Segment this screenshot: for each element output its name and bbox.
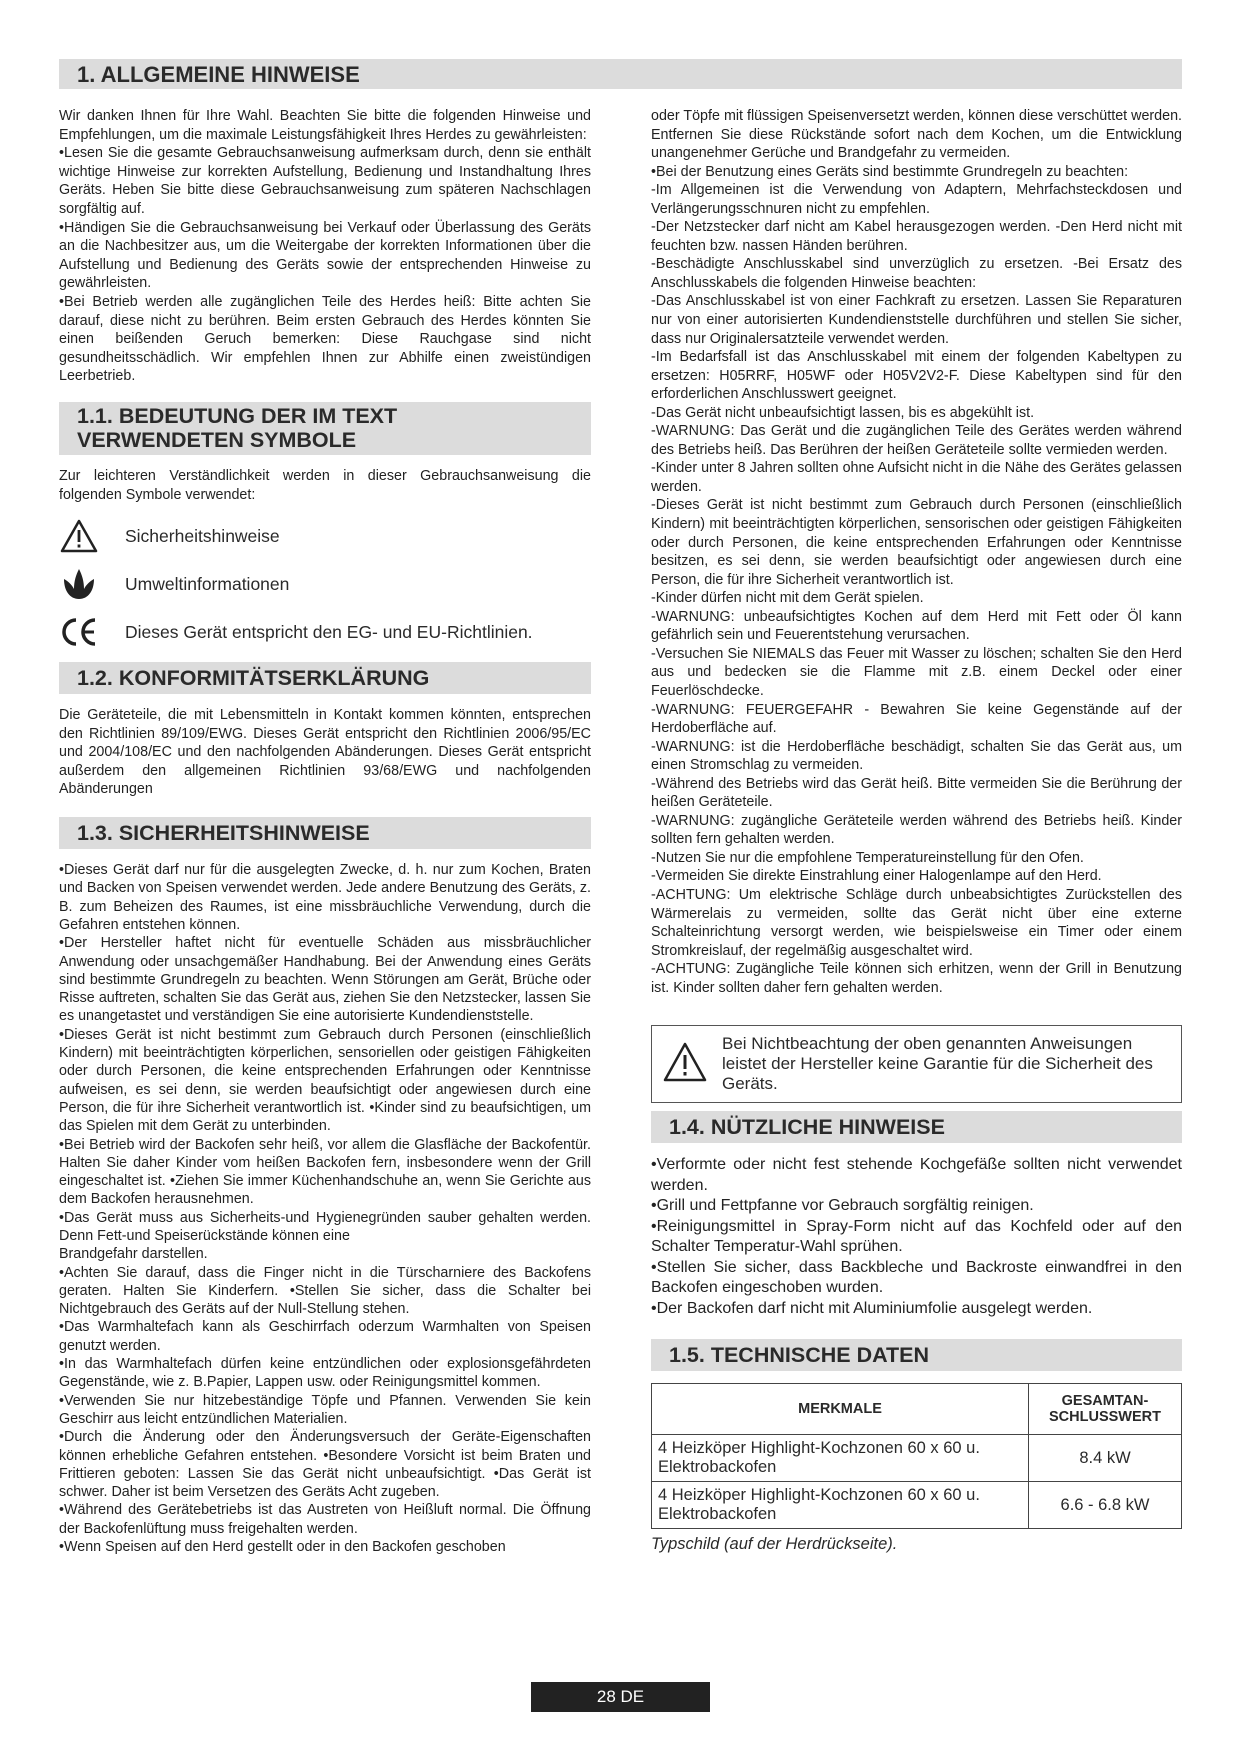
symbols-intro: Zur leichteren Verständlichkeit werden in dieser Gebrauchsanweisung die folgenden Symbole verwendet: bbox=[59, 467, 591, 503]
hint-item: •Reinigungsmittel in Spray-Form nicht auf das Kochfeld oder auf den Schalter Temperatur-Wahl sprühen. bbox=[651, 1217, 1182, 1256]
hint-item: •Der Backofen darf nicht mit Aluminiumfolie ausgelegt werden. bbox=[651, 1299, 1093, 1317]
safety-paragraph: -Der Netzstecker darf nicht am Kabel herausgezogen werden. -Den Herd nicht mit feuchten bzw. nassen Händen berühren. bbox=[651, 219, 1182, 254]
hint-item: •Stellen Sie sicher, dass Backbleche und Backroste einwandfrei in den Backofen eingeschoben wurden. bbox=[651, 1258, 1182, 1297]
safety-paragraph: -WARNUNG: unbeaufsichtigtes Kochen auf dem Herd mit Fett oder Öl kann gefährlich sein und Feuerentstehung verursachen. bbox=[651, 608, 1182, 644]
warning-triangle-icon bbox=[662, 1041, 708, 1088]
left-column bbox=[59, 107, 591, 1556]
section-1-2-heading: 1.2. KONFORMITÄTSERKLÄRUNG bbox=[59, 662, 591, 694]
safety-paragraph: •Während des Gerätebetriebs ist das Austreten von Heißluft normal. Die Öffnung der Backofenlüftung muss freigehalten werden. bbox=[59, 1502, 591, 1537]
safety-paragraph: •Bei der Benutzung eines Geräts sind bestimmte Grundregeln zu beachten: bbox=[651, 163, 1129, 180]
hint-item: •Grill und Fettpfanne vor Gebrauch sorgfältig reinigen. bbox=[651, 1197, 1034, 1215]
safety-paragraph: -Beschädigte Anschlusskabel sind unverzüglich zu ersetzen. -Bei Ersatz des Anschlusskabels die folgenden Hinweise beachten: bbox=[651, 256, 1182, 291]
safety-paragraph: oder Töpfe mit flüssigen Speisenversetzt werden, können diese verschüttet werden. Entfernen Sie diese Rückstände sofort nach dem Kochen, um die Entwicklung unangenehmer Gerüche und Brandgefahr zu vermeiden. bbox=[651, 108, 1182, 162]
page-number: 28 DE bbox=[531, 1682, 710, 1712]
ce-mark-icon bbox=[59, 612, 99, 652]
useful-hints bbox=[651, 1155, 1182, 1319]
safety-paragraph: •Der Hersteller haftet nicht für eventuelle Schäden aus missbräuchlicher Anwendung oder unsachgemäßer Handhabung. Bei der Anwendung eines Geräts sind bestimmte Grundregeln zu beachten. Wenn Störungen am Gerät, Brüche oder Risse auftreten, schalten Sie das Gerät aus, ziehen Sie den Netzstecker, lassen Sie es unangetastet und verständigen Sie eine autorisierte Kundendienststelle. bbox=[59, 935, 591, 1025]
row-value: 6.6 - 6.8 kW bbox=[1029, 1482, 1182, 1529]
safety-paragraph: -ACHTUNG: Zugängliche Teile können sich erhitzen, wenn der Grill in Benutzung ist. Kinder sollten daher fern gehalten werden. bbox=[651, 961, 1182, 996]
safety-paragraph: -Versuchen Sie NIEMALS das Feuer mit Wasser zu löschen; schalten Sie den Herd aus und bedecken sie die Flamme mit z.B. einem Deckel oder einer Feuerlöschdecke. bbox=[651, 645, 1182, 699]
section-1-1-heading bbox=[59, 402, 591, 455]
environment-icon bbox=[59, 564, 99, 604]
symbol-row bbox=[59, 560, 591, 608]
safety-paragraph: -Das Gerät nicht unbeaufsichtigt lassen, bis es abgekühlt ist. bbox=[651, 404, 1035, 421]
section-1-5-heading: 1.5. TECHNISCHE DATEN bbox=[651, 1339, 1182, 1371]
row-description: 4 Heizköper Highlight-Kochzonen 60 x 60 u. Elektrobackofen bbox=[652, 1482, 1029, 1529]
safety-paragraph: •Verwenden Sie nur hitzebeständige Töpfe und Pfannen. Verwenden Sie kein Geschirr aus leicht entzündlichen Materialien. bbox=[59, 1392, 591, 1427]
safety-paragraph: -Vermeiden Sie direkte Einstrahlung einer Halogenlampe auf den Herd. bbox=[651, 868, 1102, 885]
symbol-label: Sicherheitshinweise bbox=[125, 525, 280, 546]
warning-triangle-icon bbox=[59, 516, 99, 556]
warning-text: Bei Nichtbeachtung der oben genannten Anweisungen leistet der Hersteller keine Garantie für die Sicherheit des Geräts. bbox=[722, 1034, 1153, 1094]
symbol-label: Umweltinformationen bbox=[125, 573, 290, 594]
warranty-warning-box bbox=[651, 1025, 1182, 1103]
safety-paragraph: -Kinder unter 8 Jahren sollten ohne Aufsicht nicht in die Nähe des Gerätes gelassen werden. bbox=[651, 460, 1182, 495]
section-1-1-title-line1: 1.1. BEDEUTUNG DER IM TEXT bbox=[77, 403, 398, 428]
symbol-row bbox=[59, 608, 591, 656]
safety-paragraph: •In das Warmhaltefach dürfen keine entzündlichen oder explosionsgefährdeten Gegenstände, wie z. B.Papier, Lappen usw. oder Reinigungsmittel kommen. bbox=[59, 1356, 591, 1391]
safety-paragraph: •Das Warmhaltefach kann als Geschirrfach oderzum Warmhalten von Speisen genutzt werden. bbox=[59, 1319, 591, 1354]
safety-paragraph: -Dieses Gerät ist nicht bestimmt zum Gebrauch durch Personen (einschließlich Kindern) mit beeinträchtigten körperlichen, sensorischen oder geistigen Fähigkeiten oder durch Personen, die keine entsprechenden Erfahrungen oder Kenntnisse besitzen, es sei denn, sie werden beaufsichtigt oder angewiesen durch eine Person, die für ihre Sicherheit verantwortlich ist. bbox=[651, 497, 1182, 588]
safety-paragraph: •Dieses Gerät darf nur für die ausgelegten Zwecke, d. h. nur zum Kochen, Braten und Backen von Speisen verwendet werden. Jede andere Benutzung des Geräts, z. B. zum Beheizen des Raumes, ist eine missbräuchliche Verwendung, durch die Gefahren entstehen können. bbox=[59, 862, 591, 933]
symbol-label: Dieses Gerät entspricht den EG- und EU-Richtlinien. bbox=[125, 621, 533, 642]
intro-paragraph: •Lesen Sie die gesamte Gebrauchsanweisung aufmerksam durch, denn sie enthält wichtige Hinweise zur korrekten Aufstellung, Bedienung und Instandhaltung Ihres Geräts. Heben Sie bitte diese Gebrauchsanweisung zum späteren Nachschlagen sorgfältig auf. bbox=[59, 145, 591, 217]
technical-data-table bbox=[651, 1383, 1182, 1529]
safety-paragraph: -Im Allgemeinen ist die Verwendung von Adaptern, Mehrfachsteckdosen und Verlängerungsschnuren nicht zu empfehlen. bbox=[651, 182, 1182, 217]
intro-paragraph: •Händigen Sie die Gebrauchsanweisung bei Verkauf oder Überlassung des Geräts an die Nachbesitzer aus, um die Weitergabe der korrekten Informationen über die Aufstellung und Bedienung des Geräts sowie der entsprechenden Hinweise zu gewährleisten. bbox=[59, 219, 591, 292]
column-header-line: SCHLUSSWERT bbox=[1049, 1409, 1161, 1426]
safety-paragraph: •Dieses Gerät ist nicht bestimmt zum Gebrauch durch Personen (einschließlich Kindern) mit beeinträchtigten körperlichen, sensoriellen oder geistigen Fähigkeiten oder durch Personen, die keine entsprechenden Erfahrungen oder Kenntnisse aufweisen, es sei denn, sie werden beaufsichtigt oder angewiesen durch eine Person, die für ihre Sicherheit verantwortlich ist. •Kinder sind zu beaufsichtigen, um das Spielen mit dem Gerät zu unterbinden. bbox=[59, 1026, 591, 1135]
safety-paragraph: -Während des Betriebs wird das Gerät heiß. Bitte vermeiden Sie die Berührung der heißen Geräteteile. bbox=[651, 775, 1182, 811]
safety-text-right bbox=[651, 107, 1182, 997]
safety-paragraph: -WARNUNG: FEUERGEFAHR - Bewahren Sie keine Gegenstände auf der Herdoberfläche auf. bbox=[651, 701, 1182, 737]
column-header-total-load bbox=[1029, 1384, 1182, 1435]
table-header-row bbox=[652, 1384, 1182, 1435]
intro-paragraph: Wir danken Ihnen für Ihre Wahl. Beachten Sie bitte die folgenden Hinweise und Empfehlungen, um die maximale Leistungsfähigkeit Ihres Herdes zu gewährleisten: bbox=[59, 108, 591, 143]
right-column bbox=[651, 107, 1182, 1554]
safety-paragraph: •Durch die Änderung oder den Änderungsversuch der Geräte-Eigenschaften können erhebliche Gefahren entstehen. •Besondere Vorsicht ist beim Braten und Frittieren geboten: Lassen Sie das Gerät nicht unbeaufsichtigt. •Das Gerät ist schwer. Daher ist beim Versetzen des Geräts Acht zugeben. bbox=[59, 1429, 591, 1501]
safety-paragraph: -ACHTUNG: Um elektrische Schläge durch unbeabsichtigtes Zurückstellen des Wärmerelais zu vermeiden, sollte das Gerät nicht über eine externe Schalteinrichtung versorgt werden, wie beispielsweise ein Timer oder einem Stromkreislauf, der regelmäßig ausgeschaltet wird. bbox=[651, 886, 1182, 959]
safety-paragraph: Brandgefahr darstellen. bbox=[59, 1246, 208, 1263]
safety-text-left bbox=[59, 861, 591, 1556]
table-caption: Typschild (auf der Herdrückseite). bbox=[651, 1535, 898, 1554]
symbol-row bbox=[59, 512, 591, 560]
table-row bbox=[652, 1482, 1182, 1529]
row-description: 4 Heizköper Highlight-Kochzonen 60 x 60 u. Elektrobackofen bbox=[652, 1435, 1029, 1482]
page-title: 1. ALLGEMEINE HINWEISE bbox=[59, 59, 1182, 89]
safety-paragraph: •Achten Sie darauf, dass die Finger nicht in die Türscharniere des Backofens geraten. Halten Sie Kinderfern. •Stellen Sie sicher, dass die Schalter bei Nichtgebrauch des Geräts auf der Null-Stellung stehen. bbox=[59, 1264, 591, 1318]
intro-paragraph: •Bei Betrieb werden alle zugänglichen Teile des Herdes heiß: Bitte achten Sie darauf, diese nicht zu berühren. Beim ersten Gebrauch des Herdes könnten Sie einen beißenden Geruch bemerken: Diese Rauchgase sind nicht gesundheitsschädlich. Wir empfehlen Ihnen zur Abhilfe einen zweistündigen Leerbetrieb. bbox=[59, 293, 591, 385]
safety-paragraph: •Bei Betrieb wird der Backofen sehr heiß, vor allem die Glasfläche der Backofentür. Halten Sie daher Kinder vom heißen Backofen fern, insbesondere wenn der Grill eingeschaltet ist. •Ziehen Sie immer Küchenhandschuhe an, wenn Sie Gerichte aus dem Backofen herausnehmen. bbox=[59, 1136, 591, 1208]
hint-item: •Verformte oder nicht fest stehende Kochgefäße sollten nicht verwendet werden. bbox=[651, 1156, 1182, 1194]
conformity-text: Die Geräteteile, die mit Lebensmitteln in Kontakt kommen könnten, entsprechen den Richtlinien 89/109/EWG. Dieses Gerät entspricht den Richtlinien 2006/95/EC und 2004/108/EC und den nachfolgenden Abänderungen. Dieses Gerät entspricht außerdem den allgemeinen Richtlinien 93/68/EWG und nachfolgenden Abänderungen bbox=[59, 707, 591, 798]
manual-page bbox=[59, 59, 1182, 1699]
safety-paragraph: -WARNUNG: zugängliche Geräteteile werden während des Betriebs heiß. Kinder sollten fern gehalten werden. bbox=[651, 812, 1182, 848]
row-value: 8.4 kW bbox=[1029, 1435, 1182, 1482]
column-header-line: GESAMTAN- bbox=[1061, 1393, 1149, 1410]
safety-paragraph: •Wenn Speisen auf den Herd gestellt oder in den Backofen geschoben bbox=[59, 1539, 506, 1556]
table-row bbox=[652, 1435, 1182, 1482]
safety-paragraph: -WARNUNG: Das Gerät und die zugänglichen Teile des Gerätes werden während des Betriebs heiß. Das Berühren der heißen Geräteteile sollte vermieden werden. bbox=[651, 423, 1182, 458]
column-header-features: MERKMALE bbox=[652, 1384, 1029, 1435]
safety-paragraph: -WARNUNG: ist die Herdoberfläche beschädigt, schalten Sie das Gerät aus, um einen Stromschlag zu vermeiden. bbox=[651, 738, 1182, 774]
safety-paragraph: -Kinder dürfen nicht mit dem Gerät spielen. bbox=[651, 590, 924, 607]
section-1-1-title-line2: VERWENDETEN SYMBOLE bbox=[77, 427, 357, 452]
intro-text bbox=[59, 107, 591, 386]
safety-paragraph: -Nutzen Sie nur die empfohlene Temperatureinstellung für den Ofen. bbox=[651, 849, 1084, 866]
safety-paragraph: •Das Gerät muss aus Sicherheits-und Hygienegründen sauber gehalten werden. Denn Fett-und Speiserückstände können eine bbox=[59, 1209, 591, 1244]
section-1-4-heading: 1.4. NÜTZLICHE HINWEISE bbox=[651, 1111, 1182, 1143]
section-1-3-heading: 1.3. SICHERHEITSHINWEISE bbox=[59, 817, 591, 849]
safety-paragraph: -Das Anschlusskabel ist von einer Fachkraft zu ersetzen. Lassen Sie Reparaturen nur von einer autorisierten Kundendienststelle durchführen und stellen Sie sicher, dass nur Originalersatzteile verwendet werden. bbox=[651, 293, 1182, 347]
safety-paragraph: -Im Bedarfsfall ist das Anschlusskabel mit einem der folgenden Kabeltypen zu ersetzen: H05RRF, H05WF oder H05V2V2-F. Diese Kabeltypen sind für den erforderlichen Anschlusswert geeignet. bbox=[651, 349, 1182, 403]
symbol-list bbox=[59, 512, 591, 656]
